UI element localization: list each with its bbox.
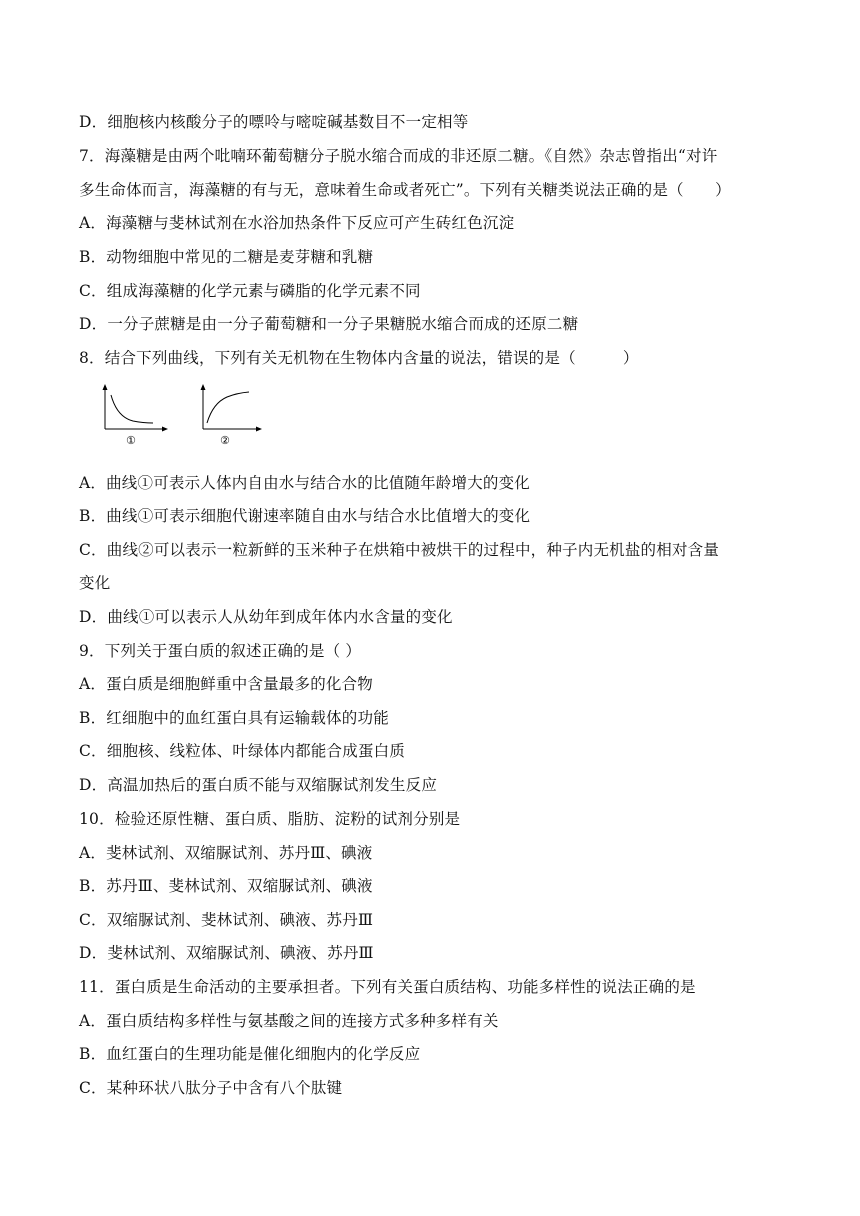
- q6-option-d: D．细胞核内核酸分子的嘌呤与嘧啶碱基数目不一定相等: [79, 113, 469, 131]
- increasing-curve: [207, 392, 249, 423]
- q7-option-b: B．动物细胞中常见的二糖是麦芽糖和乳糖: [79, 248, 374, 266]
- graph-1: [103, 384, 169, 447]
- q7-stem-line1: 7．海藻糖是由两个吡喃环葡萄糖分子脱水缩合而成的非还原二糖。《自然》杂志曾指出“对许: [79, 147, 718, 165]
- q10-option-a: A．斐林试剂、双缩脲试剂、苏丹Ⅲ、碘液: [79, 844, 373, 862]
- q8-option-b: B．曲线①可表示细胞代谢速率随自由水与结合水比值增大的变化: [79, 507, 531, 525]
- q10-stem: 10．检验还原性糖、蛋白质、脂肪、淀粉的试剂分别是: [79, 810, 461, 828]
- q11-option-b: B．血红蛋白的生理功能是催化细胞内的化学反应: [79, 1045, 421, 1063]
- q10-option-b: B．苏丹Ⅲ、斐林试剂、双缩脲试剂、碘液: [79, 877, 373, 895]
- q7-option-a: A．海藻糖与斐林试剂在水浴加热条件下反应可产生砖红色沉淀: [79, 214, 515, 232]
- q9-option-c: C．细胞核、线粒体、叶绿体内都能合成蛋白质: [79, 742, 406, 760]
- q8-option-c-line1: C．曲线②可以表示一粒新鲜的玉米种子在烘箱中被烘干的过程中，种子内无机盐的相对含量: [79, 541, 720, 559]
- q10-option-d: D．斐林试剂、双缩脲试剂、碘液、苏丹Ⅲ: [79, 944, 374, 962]
- q9-option-d: D．高温加热后的蛋白质不能与双缩脲试剂发生反应: [79, 776, 438, 794]
- q9-option-b: B．红细胞中的血红蛋白具有运输载体的功能: [79, 709, 389, 727]
- q10-option-c: C．双缩脲试剂、斐林试剂、碘液、苏丹Ⅲ: [79, 911, 374, 929]
- q11-stem: 11．蛋白质是生命活动的主要承担者。下列有关蛋白质结构、功能多样性的说法正确的是: [79, 978, 696, 996]
- q8-option-c-line2: 变化: [79, 574, 111, 592]
- q8-option-d: D．曲线①可以表示人从幼年到成年体内水含量的变化: [79, 608, 453, 626]
- q11-option-c: C．某种环状八肽分子中含有八个肽键: [79, 1079, 343, 1097]
- q7-option-c: C．组成海藻糖的化学元素与磷脂的化学元素不同: [79, 282, 421, 300]
- q8-stem: 8．结合下列曲线，下列有关无机物在生物体内含量的说法，错误的是（ ）: [79, 349, 639, 367]
- graph-1-label: ①: [126, 434, 136, 447]
- q7-stem-line2: 多生命体而言，海藻糖的有与无，意味着生命或者死亡”。下列有关糖类说法正确的是（ ）: [79, 181, 731, 199]
- curves-figure: [95, 383, 265, 453]
- q9-option-a: A．蛋白质是细胞鲜重中含量最多的化合物: [79, 675, 373, 693]
- q11-option-a: A．蛋白质结构多样性与氨基酸之间的连接方式多种多样有关: [79, 1012, 499, 1030]
- graph-2-label: ②: [220, 434, 230, 447]
- q7-option-d: D．一分子蔗糖是由一分子葡萄糖和一分子果糖脱水缩合而成的还原二糖: [79, 315, 579, 333]
- q9-stem: 9．下列关于蛋白质的叙述正确的是（ ）: [79, 642, 362, 660]
- graph-2: [201, 384, 263, 447]
- q8-option-a: A．曲线①可表示人体内自由水与结合水的比值随年龄增大的变化: [79, 474, 530, 492]
- decreasing-curve: [111, 395, 153, 423]
